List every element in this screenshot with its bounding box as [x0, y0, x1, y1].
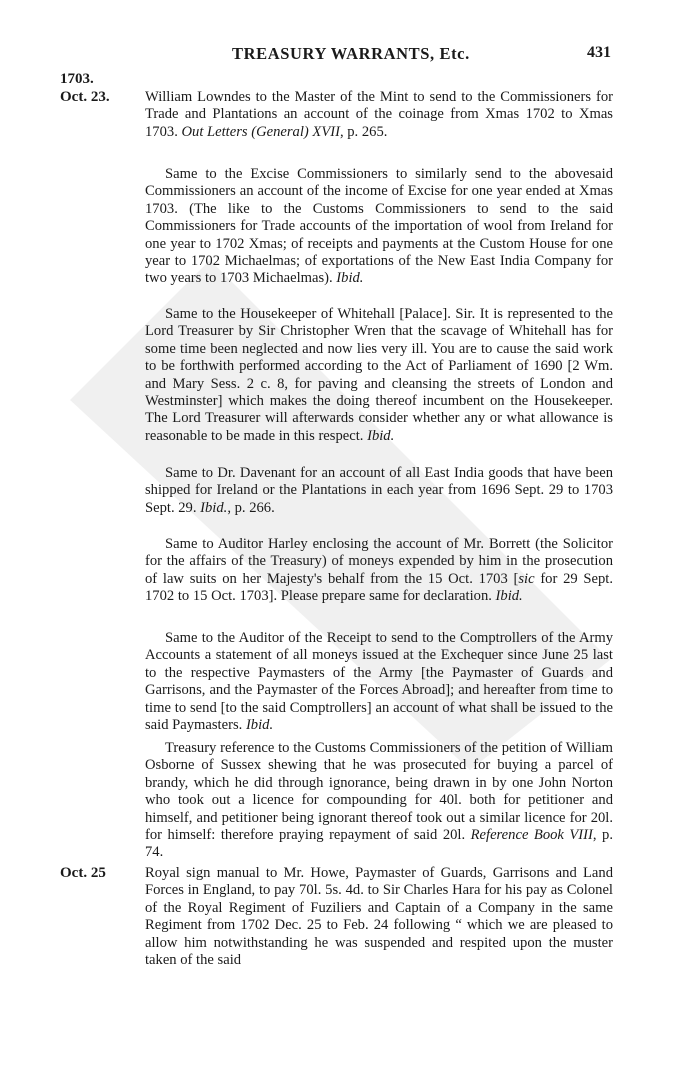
entry-text: Same to the Auditor of the Receipt to send to the Comptrollers of the Army Accounts a statement of all moneys issued at the Exchequer since June 25 last to the respective Paymasters of the Army [the Paymaster of Guards and Garrisons, and the Paymaster of the Forces Abroad]; and hereafter from time to time to send [to the said Comptrollers] an account of what shall be issued to the said Paymasters.	[145, 630, 613, 734]
entry-reference: Reference Book VIII	[470, 827, 593, 844]
entry-harley	[145, 536, 613, 606]
entry-tail: , p. 266.	[227, 499, 275, 516]
entry-text: Royal sign manual to Mr. Howe, Paymaster of Guards, Garrisons and Land Forces in England, to pay 70l. 5s. 4d. to Sir Charles Hara for his pay as Colonel of the Royal Regiment of Fuziliers and Captain of a Company in the same Regiment from 1702 Dec. 25 to Feb. 24 following “ which we are pleased to allow him notwithstanding he was suspended and respited upon the muster taken of the said	[145, 865, 613, 969]
entry-text-continued: for 29 Sept. 1702 to 15 Oct. 1703]. Please prepare same for declaration.	[145, 570, 613, 605]
entry-receipt	[145, 630, 613, 734]
entry-davenant	[145, 465, 613, 517]
entry-text: Same to the Housekeeper of Whitehall [Palace]. Sir. It is represented to the Lord Treasurer by Sir Christopher Wren that the scavage of Whitehall has for some time been neglected and now lies very ill. You are to cause the said work to be forthwith performed according to the Act of Parliament of 1690 [2 Wm. and Mary Sess. 2 c. 8, for paving and cleansing the streets of London and Westminster] which makes the doing thereof incumbent on the Housekeeper. The Lord Treasurer will afterwards consider whether any or what allowance is reasonable to be made in this respect.	[145, 306, 613, 444]
entry-howe	[145, 865, 613, 969]
entry-osborne	[145, 740, 613, 862]
entry-text: Same to Auditor Harley enclosing the account of Mr. Borrett (the Solicitor for the affairs of the Treasury) of moneys expended by him in the prosecution of law suits on her Majesty's behalf from the 15 Oct. 1703 [	[145, 536, 613, 587]
entry-whitehall	[145, 306, 613, 445]
entry-tail: , p. 265.	[339, 123, 388, 140]
entry-text: Same to Dr. Davenant for an account of all East India goods that have been shipped for Ireland or the Plantations in each year from 1696 Sept. 29 to 1703 Sept. 29.	[145, 465, 613, 516]
entry-text: Treasury reference to the Customs Commissioners of the petition of William Osborne of Sussex shewing that he was prosecuted for buying a parcel of brandy, which he did through ignorance, being drawn in by one John Norton who took out a licence for compounding for 40l. both for petitioner and himself, and petitioner being ignorant thereof took out a similar licence for 20l. for himself: therefore praying repayment of said 20l.	[145, 740, 613, 844]
running-head	[0, 44, 674, 66]
sic-note: sic	[518, 570, 535, 587]
entry-reference: Ibid.	[200, 499, 228, 516]
entry-lowndes-mint	[145, 89, 613, 141]
entry-reference: Out Letters (General) XVII	[181, 123, 340, 140]
entry-reference: Ibid.	[495, 588, 523, 605]
entry-excise	[145, 166, 613, 288]
margin-date-oct25: Oct. 25	[60, 865, 106, 881]
entry-reference: Ibid.	[367, 427, 395, 444]
page-number: 431	[587, 44, 611, 61]
running-title: TREASURY WARRANTS, Etc.	[232, 44, 470, 63]
margin-date-oct23: Oct. 23.	[60, 89, 110, 105]
entry-reference: Ibid.	[245, 717, 274, 734]
entry-tail: , p. 74.	[145, 827, 613, 861]
margin-year: 1703.	[60, 71, 94, 87]
entry-text: William Lowndes to the Master of the Mint to send to the Commissioners for Trade and Plantations an account of the coinage from Xmas 1702 to Xmas 1703.	[145, 89, 613, 140]
entry-reference: Ibid.	[336, 270, 364, 287]
entry-text: Same to the Excise Commissioners to similarly send to the abovesaid Commissioners an account of the income of Excise for one year ended at Xmas 1703. (The like to the Customs Commissioners to send to the said Commissioners for Trade accounts of the importation of wool from Ireland for one year to 1702 Xmas; of receipts and payments at the Custom House for one year to 1702 Michaelmas; of exportations of the New East India Company for two years to 1703 Michaelmas).	[145, 166, 613, 287]
